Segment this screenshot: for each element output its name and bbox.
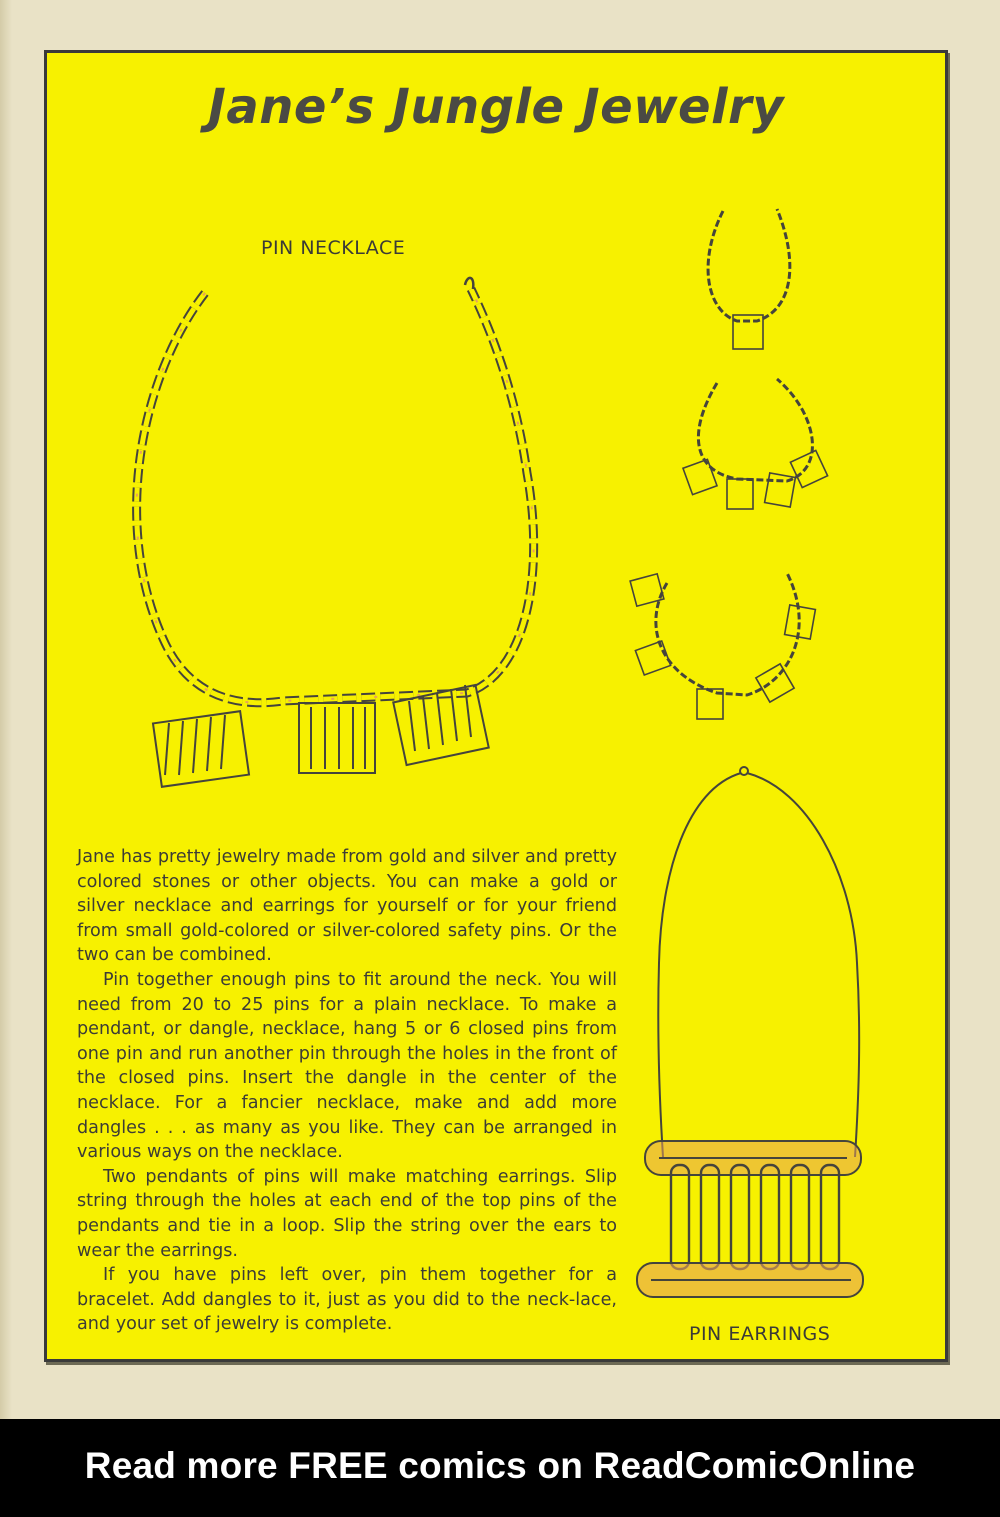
footer-banner[interactable] — [0, 1419, 1000, 1517]
necklace-variant-one — [708, 209, 790, 349]
page-title: Jane’s Jungle Jewelry — [208, 79, 784, 135]
necklace-variant-three — [630, 573, 815, 719]
page-gutter — [0, 0, 12, 1420]
footer-link-text[interactable]: Read more FREE comics on ReadComicOnline — [84, 1445, 916, 1486]
jewelry-panel — [44, 50, 948, 1362]
paragraph-intro: Jane has pretty jewelry made from gold and silver and pretty colored stones or other objects. You can make a gold or silver necklace and earrings for yourself or for your friend from small gold-colored or silver-colored safety pins. Or the two can be combined. — [77, 847, 617, 966]
pin-necklace-label: PIN NECKLACE — [261, 237, 406, 259]
paragraph-bracelet: If you have pins left over, pin them together for a bracelet. Add dangles to it, just as you did to the neck-lace, and your set of jewelry is complete. — [77, 1265, 617, 1335]
pin-earrings-label: PIN EARRINGS — [689, 1323, 831, 1345]
paragraph-earrings: Two pendants of pins will make matching earrings. Slip string through the holes at each end of the top pins of the pendants and tie in a loop. Slip the string over the ears to wear the earrings. — [77, 1166, 617, 1261]
necklace-variant-two — [683, 379, 828, 509]
pin-necklace-illustration — [137, 278, 534, 787]
instructions-text — [77, 845, 617, 1337]
pin-earring-illustration — [637, 767, 863, 1297]
paragraph-necklace: Pin together enough pins to fit around the neck. You will need from 20 to 25 pins for a plain necklace. To make a pendant, or dangle, necklace, hang 5 or 6 closed pins from one pin and run another pin through the holes in the front of the closed pins. Insert the dangle in the center of the necklace. For a fancier necklace, make and add more dangles . . . as many as you like. They can be arranged in various ways on the necklace. — [77, 969, 617, 1163]
